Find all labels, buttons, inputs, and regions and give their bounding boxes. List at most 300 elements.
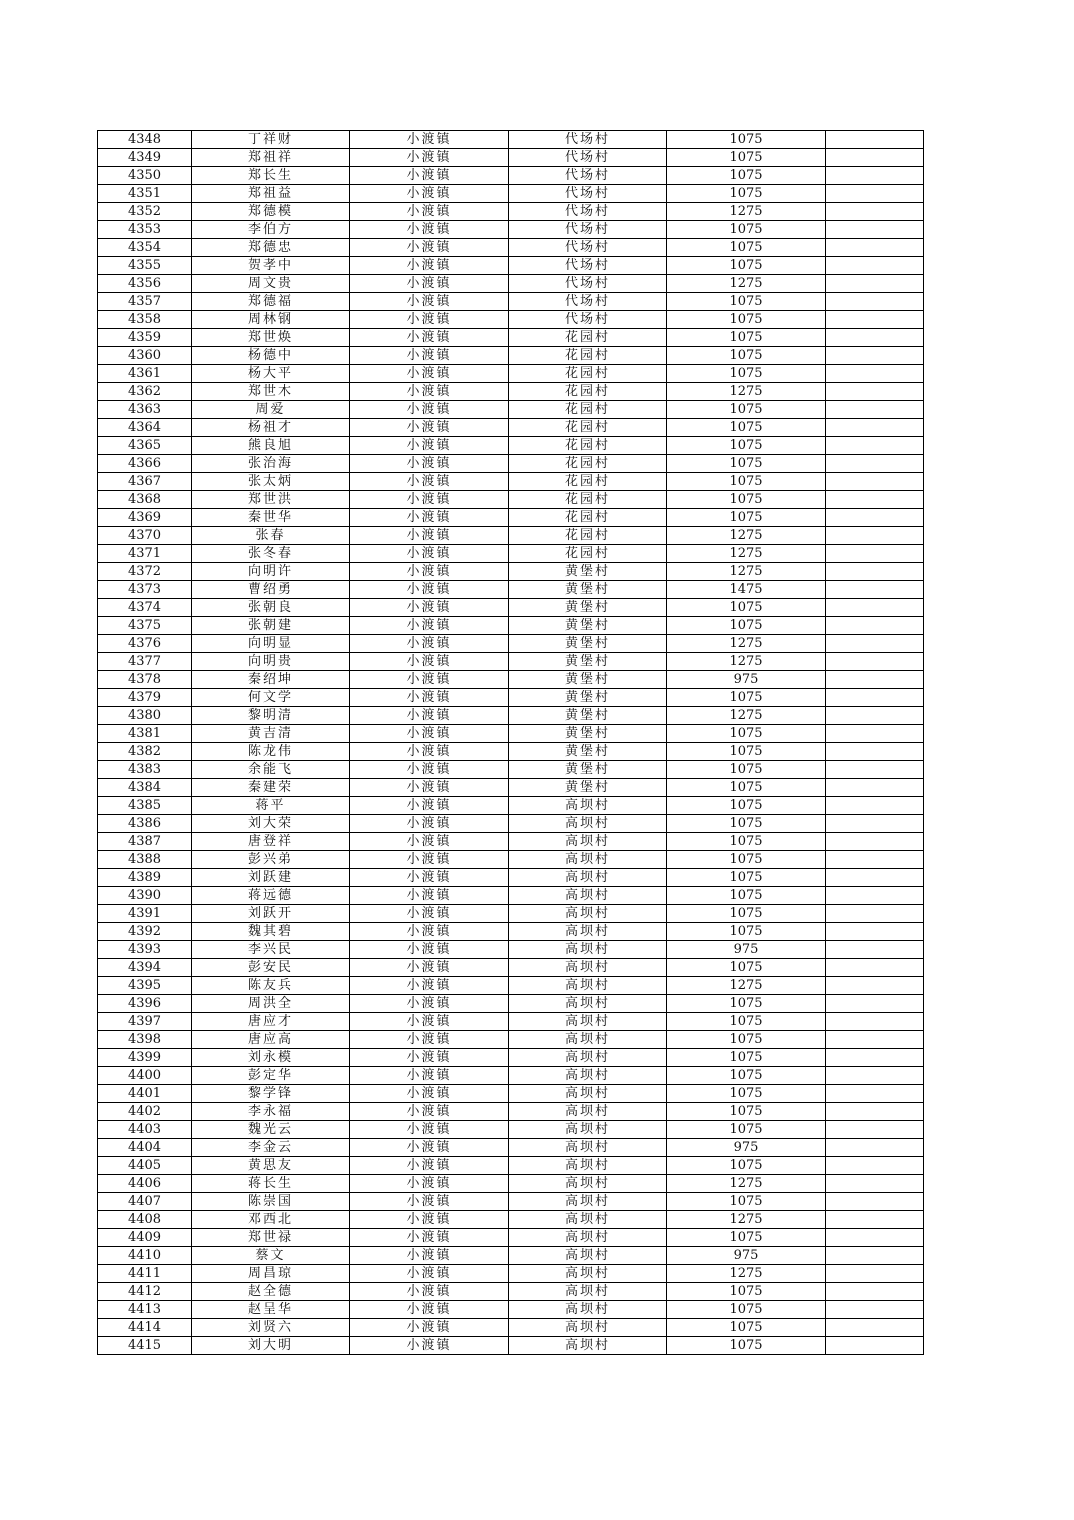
cell-no: 4403 [98, 1121, 192, 1139]
cell-village: 高坝村 [509, 995, 667, 1013]
cell-town: 小渡镇 [350, 275, 509, 293]
cell-village: 高坝村 [509, 923, 667, 941]
cell-village: 花园村 [509, 455, 667, 473]
cell-no: 4349 [98, 149, 192, 167]
cell-amount: 1075 [667, 1121, 826, 1139]
table-row [98, 131, 924, 149]
cell-no: 4395 [98, 977, 192, 995]
cell-town: 小渡镇 [350, 977, 509, 995]
table-row [98, 149, 924, 167]
cell-amount: 1075 [667, 365, 826, 383]
roster-table [97, 130, 924, 1355]
cell-amount: 1075 [667, 617, 826, 635]
cell-note [826, 1319, 924, 1337]
cell-no: 4381 [98, 725, 192, 743]
cell-amount: 1075 [667, 185, 826, 203]
cell-note [826, 509, 924, 527]
cell-amount: 975 [667, 941, 826, 959]
cell-no: 4393 [98, 941, 192, 959]
cell-amount: 975 [667, 671, 826, 689]
cell-village: 高坝村 [509, 1031, 667, 1049]
cell-name: 郑世禄 [192, 1229, 350, 1247]
cell-name: 唐应高 [192, 1031, 350, 1049]
cell-town: 小渡镇 [350, 365, 509, 383]
cell-village: 黄堡村 [509, 725, 667, 743]
cell-amount: 1075 [667, 995, 826, 1013]
cell-village: 高坝村 [509, 887, 667, 905]
cell-town: 小渡镇 [350, 347, 509, 365]
cell-town: 小渡镇 [350, 1175, 509, 1193]
cell-note [826, 833, 924, 851]
cell-name: 郑世洪 [192, 491, 350, 509]
cell-village: 黄堡村 [509, 581, 667, 599]
cell-name: 秦绍坤 [192, 671, 350, 689]
table-row [98, 527, 924, 545]
cell-amount: 1075 [667, 167, 826, 185]
cell-name: 李永福 [192, 1103, 350, 1121]
cell-town: 小渡镇 [350, 437, 509, 455]
cell-note [826, 1337, 924, 1355]
cell-name: 张太炳 [192, 473, 350, 491]
cell-village: 高坝村 [509, 797, 667, 815]
table-row [98, 1049, 924, 1067]
cell-note [826, 815, 924, 833]
cell-village: 高坝村 [509, 1103, 667, 1121]
cell-amount: 1075 [667, 221, 826, 239]
cell-note [826, 131, 924, 149]
cell-name: 贺孝中 [192, 257, 350, 275]
cell-name: 杨大平 [192, 365, 350, 383]
cell-amount: 1075 [667, 473, 826, 491]
cell-name: 向明贵 [192, 653, 350, 671]
cell-note [826, 1121, 924, 1139]
cell-amount: 1075 [667, 347, 826, 365]
cell-amount: 1075 [667, 1157, 826, 1175]
cell-town: 小渡镇 [350, 1013, 509, 1031]
table-row [98, 545, 924, 563]
cell-no: 4358 [98, 311, 192, 329]
cell-village: 高坝村 [509, 1121, 667, 1139]
table-row [98, 1139, 924, 1157]
cell-town: 小渡镇 [350, 671, 509, 689]
cell-name: 张朝良 [192, 599, 350, 617]
cell-town: 小渡镇 [350, 167, 509, 185]
cell-no: 4386 [98, 815, 192, 833]
cell-no: 4406 [98, 1175, 192, 1193]
cell-village: 高坝村 [509, 1319, 667, 1337]
cell-name: 刘大荣 [192, 815, 350, 833]
cell-town: 小渡镇 [350, 1085, 509, 1103]
cell-village: 高坝村 [509, 1067, 667, 1085]
cell-name: 丁祥财 [192, 131, 350, 149]
cell-amount: 1275 [667, 653, 826, 671]
cell-amount: 1075 [667, 887, 826, 905]
cell-note [826, 1031, 924, 1049]
cell-amount: 975 [667, 1247, 826, 1265]
cell-name: 魏光云 [192, 1121, 350, 1139]
cell-town: 小渡镇 [350, 1049, 509, 1067]
cell-no: 4383 [98, 761, 192, 779]
cell-note [826, 1067, 924, 1085]
cell-no: 4411 [98, 1265, 192, 1283]
cell-amount: 1075 [667, 149, 826, 167]
cell-no: 4405 [98, 1157, 192, 1175]
cell-name: 周林钢 [192, 311, 350, 329]
table-row [98, 1229, 924, 1247]
cell-village: 黄堡村 [509, 779, 667, 797]
table-row [98, 473, 924, 491]
cell-town: 小渡镇 [350, 491, 509, 509]
table-row [98, 653, 924, 671]
cell-no: 4394 [98, 959, 192, 977]
cell-village: 代场村 [509, 293, 667, 311]
cell-note [826, 1103, 924, 1121]
cell-amount: 1275 [667, 383, 826, 401]
cell-town: 小渡镇 [350, 185, 509, 203]
cell-amount: 1075 [667, 1301, 826, 1319]
cell-name: 郑德忠 [192, 239, 350, 257]
cell-amount: 1075 [667, 1193, 826, 1211]
cell-amount: 1075 [667, 131, 826, 149]
cell-amount: 1075 [667, 815, 826, 833]
cell-name: 彭兴弟 [192, 851, 350, 869]
cell-name: 何文学 [192, 689, 350, 707]
cell-name: 陈友兵 [192, 977, 350, 995]
cell-town: 小渡镇 [350, 959, 509, 977]
cell-note [826, 221, 924, 239]
cell-no: 4379 [98, 689, 192, 707]
cell-name: 秦世华 [192, 509, 350, 527]
cell-note [826, 959, 924, 977]
cell-town: 小渡镇 [350, 221, 509, 239]
cell-village: 黄堡村 [509, 563, 667, 581]
cell-town: 小渡镇 [350, 239, 509, 257]
table-row [98, 869, 924, 887]
table-row [98, 905, 924, 923]
cell-note [826, 599, 924, 617]
cell-village: 花园村 [509, 491, 667, 509]
cell-note [826, 527, 924, 545]
cell-note [826, 455, 924, 473]
cell-amount: 1075 [667, 1283, 826, 1301]
table-row [98, 1067, 924, 1085]
table-row [98, 293, 924, 311]
cell-town: 小渡镇 [350, 203, 509, 221]
cell-name: 陈崇国 [192, 1193, 350, 1211]
cell-no: 4407 [98, 1193, 192, 1211]
table-row [98, 563, 924, 581]
cell-no: 4363 [98, 401, 192, 419]
table-row [98, 1265, 924, 1283]
table-row [98, 167, 924, 185]
cell-amount: 1075 [667, 1013, 826, 1031]
cell-note [826, 1247, 924, 1265]
cell-amount: 1075 [667, 491, 826, 509]
cell-name: 郑德模 [192, 203, 350, 221]
table-row [98, 365, 924, 383]
cell-village: 代场村 [509, 221, 667, 239]
cell-town: 小渡镇 [350, 1103, 509, 1121]
roster-body [98, 131, 924, 1355]
cell-town: 小渡镇 [350, 527, 509, 545]
cell-note [826, 1301, 924, 1319]
cell-village: 高坝村 [509, 1157, 667, 1175]
cell-note [826, 275, 924, 293]
cell-note [826, 977, 924, 995]
cell-note [826, 779, 924, 797]
cell-note [826, 797, 924, 815]
cell-note [826, 1157, 924, 1175]
cell-name: 郑世木 [192, 383, 350, 401]
cell-note [826, 149, 924, 167]
cell-no: 4355 [98, 257, 192, 275]
cell-no: 4378 [98, 671, 192, 689]
table-row [98, 761, 924, 779]
cell-no: 4389 [98, 869, 192, 887]
cell-name: 黄思友 [192, 1157, 350, 1175]
cell-note [826, 887, 924, 905]
cell-note [826, 1229, 924, 1247]
table-row [98, 635, 924, 653]
table-row [98, 1211, 924, 1229]
cell-village: 高坝村 [509, 977, 667, 995]
cell-amount: 1075 [667, 1085, 826, 1103]
cell-no: 4371 [98, 545, 192, 563]
cell-town: 小渡镇 [350, 689, 509, 707]
cell-village: 高坝村 [509, 1085, 667, 1103]
cell-town: 小渡镇 [350, 1211, 509, 1229]
cell-name: 彭定华 [192, 1067, 350, 1085]
cell-no: 4409 [98, 1229, 192, 1247]
cell-amount: 1075 [667, 311, 826, 329]
cell-town: 小渡镇 [350, 1067, 509, 1085]
cell-no: 4368 [98, 491, 192, 509]
cell-name: 张春 [192, 527, 350, 545]
cell-no: 4361 [98, 365, 192, 383]
table-row [98, 833, 924, 851]
cell-no: 4352 [98, 203, 192, 221]
cell-town: 小渡镇 [350, 1319, 509, 1337]
table-row [98, 1121, 924, 1139]
cell-name: 余能飞 [192, 761, 350, 779]
cell-amount: 1075 [667, 689, 826, 707]
cell-name: 蒋远德 [192, 887, 350, 905]
cell-name: 向明许 [192, 563, 350, 581]
cell-note [826, 239, 924, 257]
cell-note [826, 725, 924, 743]
cell-amount: 1075 [667, 257, 826, 275]
cell-no: 4402 [98, 1103, 192, 1121]
cell-village: 高坝村 [509, 1211, 667, 1229]
cell-name: 黎学锋 [192, 1085, 350, 1103]
cell-name: 蒋长生 [192, 1175, 350, 1193]
cell-village: 代场村 [509, 185, 667, 203]
cell-village: 高坝村 [509, 1247, 667, 1265]
table-row [98, 1085, 924, 1103]
cell-no: 4380 [98, 707, 192, 725]
table-row [98, 383, 924, 401]
cell-note [826, 617, 924, 635]
table-row [98, 1175, 924, 1193]
cell-no: 4354 [98, 239, 192, 257]
cell-no: 4399 [98, 1049, 192, 1067]
cell-no: 4396 [98, 995, 192, 1013]
cell-note [826, 545, 924, 563]
cell-name: 李兴民 [192, 941, 350, 959]
cell-note [826, 923, 924, 941]
cell-note [826, 1193, 924, 1211]
cell-village: 花园村 [509, 509, 667, 527]
cell-no: 4400 [98, 1067, 192, 1085]
cell-village: 高坝村 [509, 1175, 667, 1193]
table-row [98, 995, 924, 1013]
cell-town: 小渡镇 [350, 581, 509, 599]
cell-note [826, 941, 924, 959]
cell-village: 高坝村 [509, 833, 667, 851]
cell-amount: 1075 [667, 437, 826, 455]
cell-name: 刘永模 [192, 1049, 350, 1067]
cell-town: 小渡镇 [350, 869, 509, 887]
cell-town: 小渡镇 [350, 545, 509, 563]
cell-no: 4360 [98, 347, 192, 365]
cell-amount: 1075 [667, 1049, 826, 1067]
cell-amount: 1075 [667, 1031, 826, 1049]
table-row [98, 1193, 924, 1211]
cell-note [826, 689, 924, 707]
cell-amount: 1075 [667, 743, 826, 761]
cell-town: 小渡镇 [350, 887, 509, 905]
cell-town: 小渡镇 [350, 995, 509, 1013]
cell-amount: 1075 [667, 797, 826, 815]
cell-no: 4414 [98, 1319, 192, 1337]
cell-amount: 1075 [667, 1337, 826, 1355]
cell-amount: 1275 [667, 707, 826, 725]
cell-no: 4370 [98, 527, 192, 545]
cell-village: 代场村 [509, 131, 667, 149]
table-row [98, 707, 924, 725]
cell-name: 杨德中 [192, 347, 350, 365]
table-row [98, 419, 924, 437]
cell-note [826, 1013, 924, 1031]
cell-amount: 1075 [667, 725, 826, 743]
table-row [98, 509, 924, 527]
table-row [98, 437, 924, 455]
cell-town: 小渡镇 [350, 509, 509, 527]
cell-no: 4373 [98, 581, 192, 599]
cell-village: 高坝村 [509, 959, 667, 977]
cell-name: 黎明清 [192, 707, 350, 725]
table-row [98, 743, 924, 761]
cell-no: 4392 [98, 923, 192, 941]
cell-town: 小渡镇 [350, 797, 509, 815]
cell-village: 高坝村 [509, 1229, 667, 1247]
cell-no: 4401 [98, 1085, 192, 1103]
cell-amount: 1075 [667, 509, 826, 527]
table-row [98, 797, 924, 815]
cell-name: 蔡文 [192, 1247, 350, 1265]
table-row [98, 617, 924, 635]
cell-town: 小渡镇 [350, 1247, 509, 1265]
cell-town: 小渡镇 [350, 1193, 509, 1211]
cell-town: 小渡镇 [350, 419, 509, 437]
cell-amount: 1075 [667, 779, 826, 797]
cell-name: 张冬春 [192, 545, 350, 563]
cell-no: 4364 [98, 419, 192, 437]
cell-note [826, 869, 924, 887]
cell-amount: 1075 [667, 833, 826, 851]
table-row [98, 1103, 924, 1121]
table-row [98, 1319, 924, 1337]
cell-amount: 1075 [667, 761, 826, 779]
cell-name: 陈龙伟 [192, 743, 350, 761]
cell-amount: 1075 [667, 869, 826, 887]
cell-name: 秦建荣 [192, 779, 350, 797]
cell-no: 4369 [98, 509, 192, 527]
cell-name: 周昌琼 [192, 1265, 350, 1283]
table-row [98, 329, 924, 347]
cell-no: 4385 [98, 797, 192, 815]
cell-town: 小渡镇 [350, 1139, 509, 1157]
cell-note [826, 383, 924, 401]
cell-amount: 1275 [667, 563, 826, 581]
cell-village: 黄堡村 [509, 761, 667, 779]
cell-village: 高坝村 [509, 1049, 667, 1067]
cell-village: 高坝村 [509, 1283, 667, 1301]
cell-name: 李伯方 [192, 221, 350, 239]
cell-village: 代场村 [509, 311, 667, 329]
cell-village: 花园村 [509, 347, 667, 365]
cell-village: 黄堡村 [509, 707, 667, 725]
cell-no: 4398 [98, 1031, 192, 1049]
cell-town: 小渡镇 [350, 473, 509, 491]
cell-no: 4348 [98, 131, 192, 149]
cell-town: 小渡镇 [350, 743, 509, 761]
table-row [98, 275, 924, 293]
table-row [98, 185, 924, 203]
cell-town: 小渡镇 [350, 311, 509, 329]
table-row [98, 851, 924, 869]
cell-no: 4390 [98, 887, 192, 905]
cell-amount: 1275 [667, 1211, 826, 1229]
cell-village: 高坝村 [509, 1337, 667, 1355]
cell-town: 小渡镇 [350, 905, 509, 923]
table-row [98, 311, 924, 329]
cell-town: 小渡镇 [350, 725, 509, 743]
cell-name: 郑德福 [192, 293, 350, 311]
cell-name: 郑祖益 [192, 185, 350, 203]
cell-amount: 1075 [667, 419, 826, 437]
cell-amount: 1275 [667, 527, 826, 545]
cell-amount: 1275 [667, 635, 826, 653]
cell-note [826, 905, 924, 923]
cell-amount: 1075 [667, 1319, 826, 1337]
cell-note [826, 365, 924, 383]
cell-village: 高坝村 [509, 1193, 667, 1211]
cell-no: 4350 [98, 167, 192, 185]
cell-town: 小渡镇 [350, 293, 509, 311]
cell-note [826, 1139, 924, 1157]
cell-village: 花园村 [509, 527, 667, 545]
cell-town: 小渡镇 [350, 149, 509, 167]
table-row [98, 1157, 924, 1175]
cell-village: 高坝村 [509, 941, 667, 959]
table-row [98, 671, 924, 689]
cell-note [826, 851, 924, 869]
cell-town: 小渡镇 [350, 329, 509, 347]
table-row [98, 815, 924, 833]
cell-name: 刘跃建 [192, 869, 350, 887]
cell-amount: 1075 [667, 851, 826, 869]
